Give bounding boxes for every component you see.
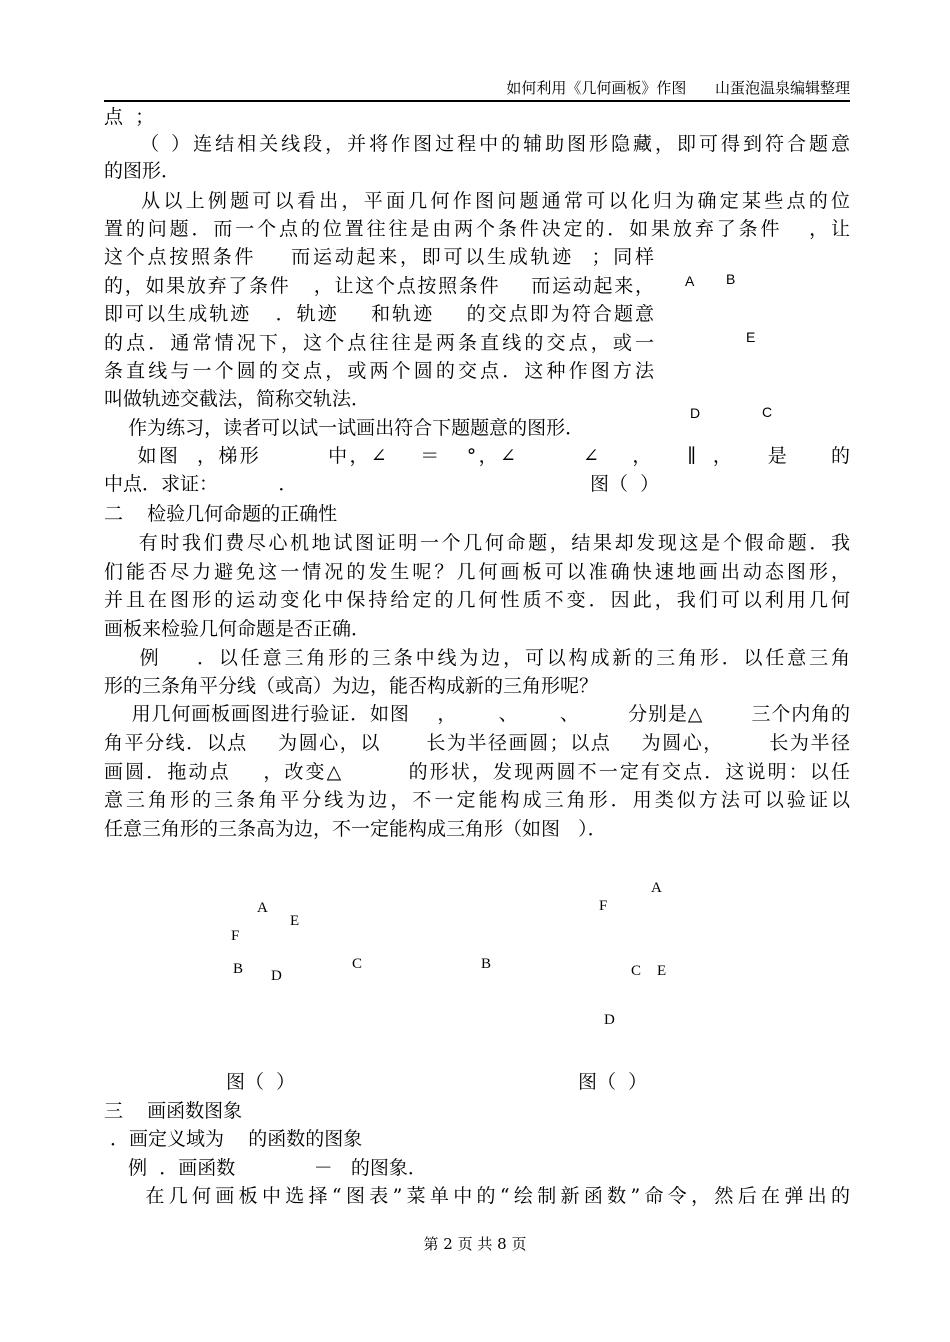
text-line: 的图形． xyxy=(104,160,181,182)
text-line: 例 ．画函数 － 的图象． xyxy=(104,1157,427,1179)
point-label: C xyxy=(631,963,642,979)
figure-caption: 图（ ） xyxy=(226,1071,296,1093)
text-line: 作为练习，读者可以试一试画出符合下题题意的图形． xyxy=(104,417,585,439)
text-line: 意三角形的三条角平分线为边，不一定能构成三角形．用类似方法可以验证以 xyxy=(104,789,850,811)
text-line: 们能否尽力避免这一情况的发生呢？几何画板可以准确快速地画出动态图形， xyxy=(104,561,850,583)
text-line: 从以上例题可以看出，平面几何作图问题通常可以化归为确定某些点的位 xyxy=(104,190,850,212)
point-label: D xyxy=(690,405,701,421)
point-label: F xyxy=(231,928,240,944)
text-line: 叫做轨迹交截法，简称交轨法． xyxy=(104,388,371,410)
page-header xyxy=(104,78,850,102)
text-line: 在几何画板中选择“图表”菜单中的“绘制新函数”命令，然后在弹出的 xyxy=(104,1185,850,1207)
text-line: 有时我们费尽心机地试图证明一个几何命题，结果却发现这是个假命题．我 xyxy=(104,532,850,554)
text-line: 如图 ，梯形 中，∠ ＝ °，∠ ∠ ， ∥ ， 是 的 xyxy=(104,445,850,467)
section-heading: 三 画函数图象 xyxy=(104,1100,243,1122)
text-line: 例 ．以任意三角形的三条中线为边，可以构成新的三角形．以任意三角 xyxy=(104,647,850,669)
text-line: 并且在图形的运动变化中保持给定的几何性质不变．因此，我们可以利用几何 xyxy=(104,589,850,611)
point-label: D xyxy=(271,968,282,984)
text-line: 任意三角形的三条高为边，不一定能构成三角形（如图 ）． xyxy=(104,818,607,840)
point-label: E xyxy=(290,913,300,929)
figure-caption: 图（ ） xyxy=(578,1071,648,1093)
point-label: D xyxy=(604,1012,615,1028)
point-label: A xyxy=(651,880,662,896)
text-line: 的，如果放弃了条件 ，让这个点按照条件 而运动起来， xyxy=(104,275,654,297)
text-line: 这个点按照条件 而运动起来，即可以生成轨迹 ；同样 xyxy=(104,246,654,268)
text-line: 画圆．拖动点 ，改变△ 的形状，发现两圆不一定有交点．这说明：以任 xyxy=(104,761,850,783)
text-line: 条直线与一个圆的交点，或两个圆的交点．这种作图方法 xyxy=(104,360,654,382)
text-line: （ ）连结相关线段，并将作图过程中的辅助图形隐藏，即可得到符合题意 xyxy=(104,133,850,155)
point-label: E xyxy=(746,329,756,345)
point-label: E xyxy=(657,963,667,979)
point-label: B xyxy=(481,956,492,972)
text-line: 中点．求证： ． xyxy=(104,473,298,495)
text-line: 角平分线．以点 为圆心，以 长为半径画圆；以点 为圆心， 长为半径 xyxy=(104,732,850,754)
point-label: C xyxy=(352,956,363,972)
point-label: B xyxy=(233,961,244,977)
point-label: C xyxy=(762,404,773,420)
text-line: 点 ； xyxy=(104,106,155,128)
page-footer: 第 2 页 共 8 页 xyxy=(423,1235,527,1253)
text-line: 画板来检验几何命题是否正确． xyxy=(104,618,371,640)
point-label: B xyxy=(726,271,736,287)
text-line: 即可以生成轨迹 ．轨迹 和轨迹 的交点即为符合题意 xyxy=(104,303,654,325)
text-line: 的点．通常情况下，这个点往往是两条直线的交点，或一 xyxy=(104,332,654,354)
header-title: 如何利用《几何画板》作图 xyxy=(506,79,687,97)
text-line: 用几何画板画图进行验证．如图 ， 、 、 分别是△ 三个内角的 xyxy=(104,703,850,725)
header-editor: 山蛋泡温泉编辑整理 xyxy=(714,79,850,97)
text-line: 形的三条角平分线（或高）为边，能否构成新的三角形呢？ xyxy=(104,675,599,697)
header-gap xyxy=(686,79,715,97)
figure-caption: 图（ ） xyxy=(590,473,660,495)
section-heading: 二 检验几何命题的正确性 xyxy=(104,503,338,525)
point-label: A xyxy=(685,273,695,289)
point-label: F xyxy=(599,898,608,914)
point-label: A xyxy=(257,900,268,916)
text-line: 置的问题．而一个点的位置往往是由两个条件决定的．如果放弃了条件 ，让 xyxy=(104,218,850,240)
subsection-heading: ．画定义域为 的函数的图象 xyxy=(104,1128,363,1150)
